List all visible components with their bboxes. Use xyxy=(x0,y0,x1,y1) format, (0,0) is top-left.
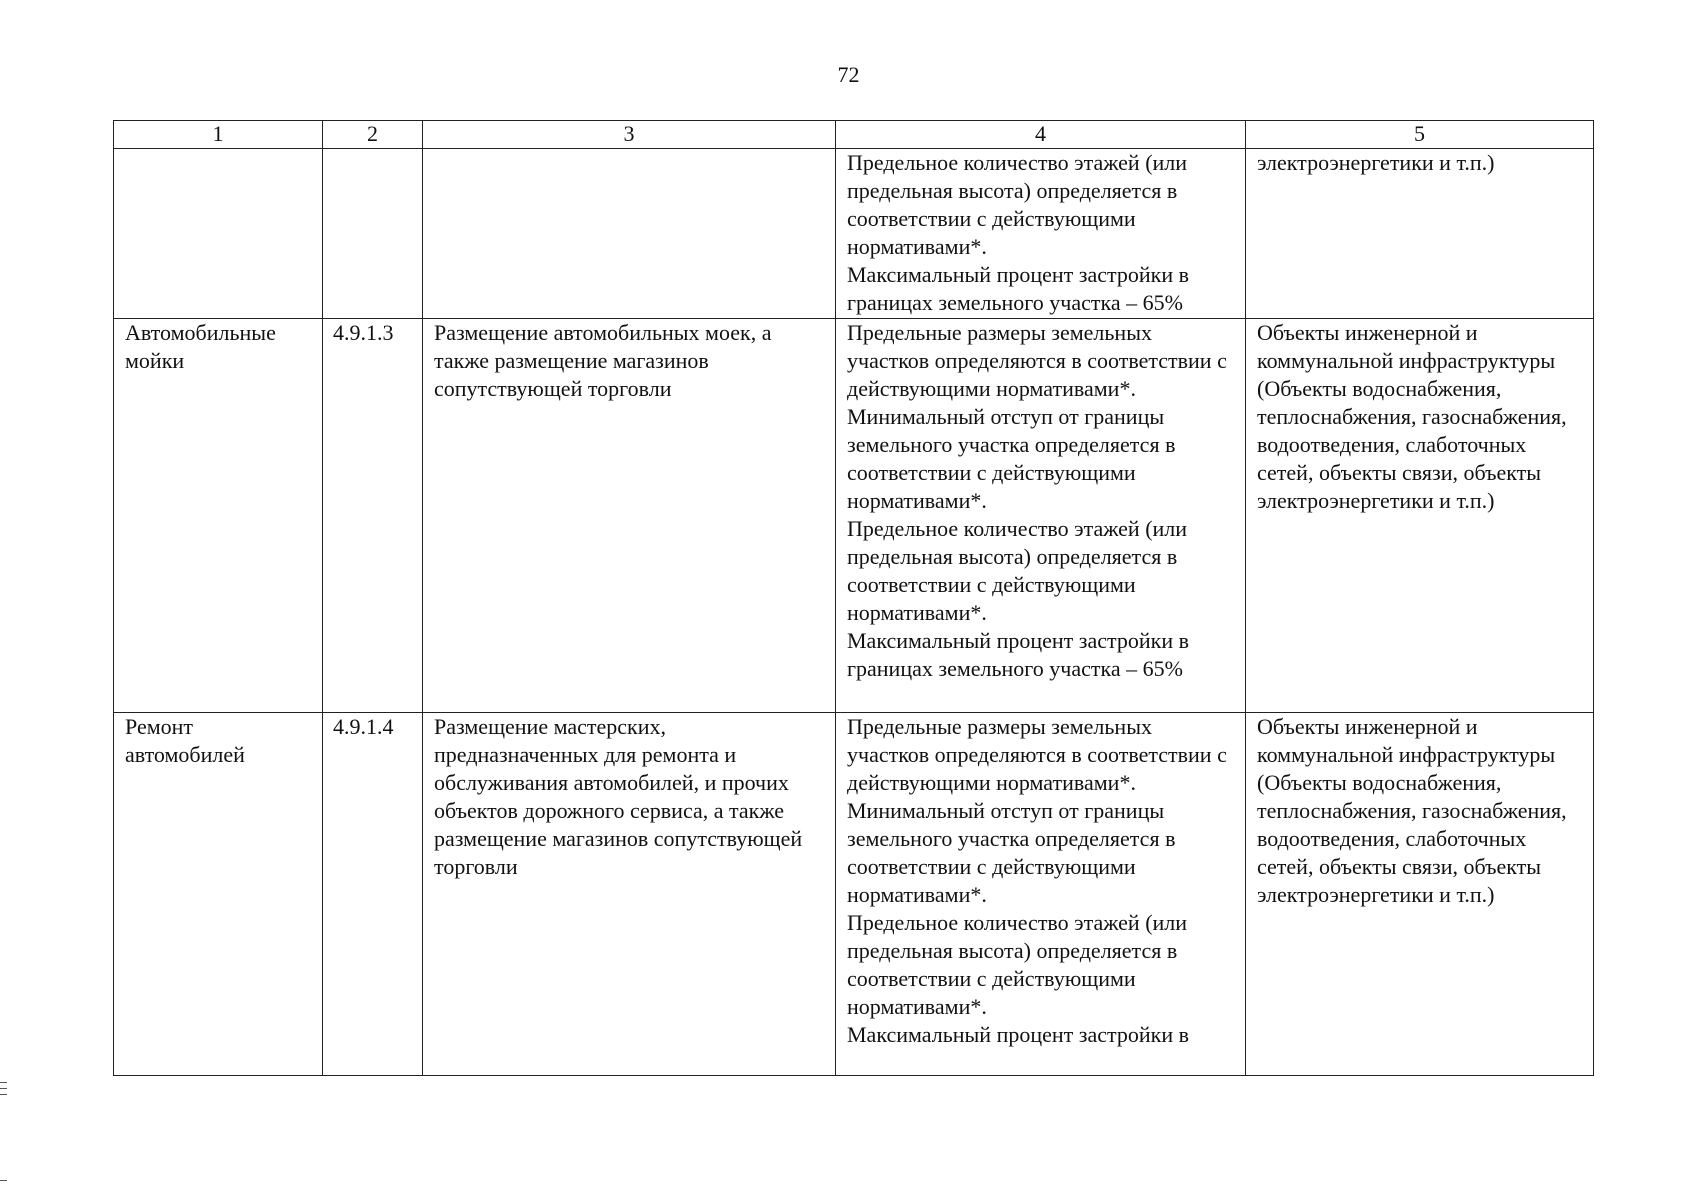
column-header-2: 2 xyxy=(323,121,423,149)
parameters-cell xyxy=(836,319,1246,713)
parameters-cell xyxy=(836,149,1246,319)
parameter-text: Максимальный процент застройки в границах земельного участка – 65% xyxy=(847,628,1189,681)
parameter-text: Максимальный процент застройки в xyxy=(847,1022,1189,1047)
table-header-row xyxy=(114,121,1594,149)
table-row xyxy=(114,319,1594,713)
regulation-table xyxy=(113,120,1594,1076)
use-code-cell: 4.9.1.3 xyxy=(323,319,423,713)
parameter-text: Минимальный отступ от границы земельного участка определяется в соответствии с действующими нормативами*. xyxy=(847,798,1176,907)
parameter-text: Предельное количество этажей (или предельная высота) определяется в соответствии с действующими нормативами*. xyxy=(847,910,1188,1019)
column-header-3: 3 xyxy=(423,121,836,149)
use-name-cell: Автомобильные мойки xyxy=(114,319,323,713)
use-description-cell xyxy=(423,149,836,319)
use-name-cell: Ремонт автомобилей xyxy=(114,713,323,1076)
parameter-text: Максимальный процент застройки в границах земельного участка – 65% xyxy=(847,262,1189,315)
parameter-text: Предельное количество этажей (или предельная высота) определяется в соответствии с действующими нормативами*. xyxy=(847,150,1188,259)
parameter-text: Минимальный отступ от границы земельного участка определяется в соответствии с действующими нормативами*. xyxy=(847,404,1176,513)
utilities-cell: Объекты инженерной и коммунальной инфраструктуры (Объекты водоснабжения, теплоснабжения, газоснабжения, водоотведения, слаботочных сетей, объекты связи, объекты электроэнергетики и т.п.) xyxy=(1246,319,1594,713)
column-header-1: 1 xyxy=(114,121,323,149)
utilities-cell: электроэнергетики и т.п.) xyxy=(1246,149,1594,319)
column-header-4: 4 xyxy=(836,121,1246,149)
column-header-5: 5 xyxy=(1246,121,1594,149)
parameter-text: Предельные размеры земельных участков определяются в соответствии с действующими нормативами*. xyxy=(847,320,1227,401)
use-code-cell: 4.9.1.4 xyxy=(323,713,423,1076)
utilities-cell: Объекты инженерной и коммунальной инфраструктуры (Объекты водоснабжения, теплоснабжения, газоснабжения, водоотведения, слаботочных сетей, объекты связи, объекты электроэнергетики и т.п.) xyxy=(1246,713,1594,1076)
margin-scan-mark xyxy=(0,1094,7,1095)
page-number: 72 xyxy=(837,62,860,87)
use-description-cell: Размещение мастерских, предназначенных для ремонта и обслуживания автомобилей, и прочих объектов дорожного сервиса, а также размещение магазинов сопутствующей торговли xyxy=(423,713,836,1076)
table-row xyxy=(114,149,1594,319)
use-code-cell xyxy=(323,149,423,319)
table-row xyxy=(114,713,1594,1076)
margin-scan-mark xyxy=(0,1180,7,1181)
use-name-cell xyxy=(114,149,323,319)
parameters-cell xyxy=(836,713,1246,1076)
margin-scan-mark xyxy=(0,1082,7,1083)
parameter-text: Предельное количество этажей (или предельная высота) определяется в соответствии с действующими нормативами*. xyxy=(847,516,1188,625)
parameter-text: Предельные размеры земельных участков определяются в соответствии с действующими нормативами*. xyxy=(847,714,1227,795)
use-description-cell: Размещение автомобильных моек, а также размещение магазинов сопутствующей торговли xyxy=(423,319,836,713)
margin-scan-mark xyxy=(0,1088,7,1089)
